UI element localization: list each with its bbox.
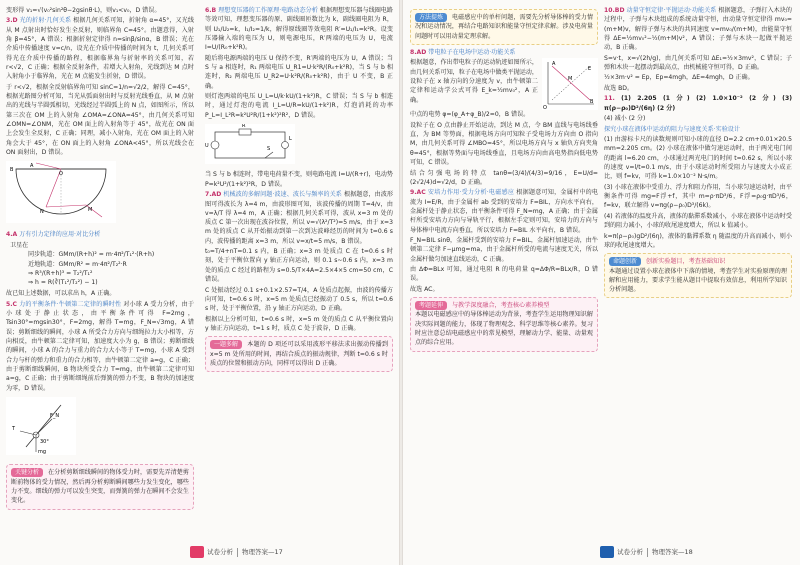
force-figure xyxy=(6,397,76,455)
question-11 xyxy=(604,94,792,113)
field-m: M xyxy=(568,76,573,83)
column-1 xyxy=(6,6,194,526)
q6-text-3: 则灯泡两端的电压 U_L=U/k·kU/(1+k²)R，C 错误；当 S 与 b 相连时，通过灯泡的电流 I_L=U/R=kU/(1+k²)R，灯泡消耗的功率 P_L=I_L²R=k²U²R/(1+k²)²R²，D 错误。 xyxy=(205,93,393,119)
column-2 xyxy=(205,6,393,526)
brand-logo-icon xyxy=(600,546,614,558)
q6-text-4: 当 S 与 b 相连时，带电电荷量不变，则电路电流 I=U/(R+r)，电动势 P=k²U²/(1+k²)²R，D 错误。 xyxy=(205,171,393,188)
method-text: 电磁感应中的单杆问题，需要先分析导体棒的受力情况和运动情况，再结合电路知识和能量守恒定律求解。涉及电荷量问题时可以用动量定理求解。 xyxy=(415,14,594,40)
q9-text-2: F_N=BIL sinθ，金属杆受到的安培力 F=BIL，金属杆加速运动，由牛顿第二定律 F−μmg=ma，由于金属杆所受的电流与速度无关，所以金属杆做匀加速直线运动，C 正确。 xyxy=(410,236,598,263)
q11-tag: 探究小球在液体中运动的阻力与速度关系·实验设计 xyxy=(604,125,740,133)
q9-tag: 安培力作用·受力分析·电磁感应 xyxy=(427,189,515,197)
label-o: O xyxy=(59,171,63,178)
q7-text-3: C 处振动经过 0.1 s+0.1×2.57=T/4，A 处质点起振，由波的传播方向可知，t=0.6 s 时，x=5 m 处质点已经振动了 0.5 s，所以 t=0.6 s 时，处于平衡位置，沿 y 轴正方向运动，D 正确。 xyxy=(205,286,393,313)
question-6 xyxy=(205,6,393,52)
field-e: E xyxy=(588,66,592,73)
q7-text-1: 根据题意，由波形图可得波长为 λ=4 m，由波形图可知，该波传播的周期 T=4/v，由 v=λ/T 得 λ=4 m，A 正确；根据几何关系可得，波从 x=3 m 处的质点 C 第一次出现在波谷位置，所以 v=√(λ²/T²)=5 m/s，由于 x=3 m 处的质点 C 从开始振动到第一次到达波峰经历的时间为 t=0.6 s 内，波传播的距离 x=3 m，所以 v=x/t=5 m/s，B 错误。 xyxy=(205,191,393,245)
multi-solution-text: 本题的 D 项还可以采用波形平移法求出振动传播到 x=5 m 处所用的时间，再结合质点的振动规律，判断 t=0.6 s 时质点的位置和振动方向，同样可以得出 D 正确。 xyxy=(210,341,388,367)
q10-text-2: S=v·t，x=√(2h/g)，由几何关系可知 ΔE₁=½×3mv²，C 错误；子弹和木块一起摆动到最高点，由机械能守恒可得，D 正确。 xyxy=(604,54,792,71)
text-p0: 变形得 v₁=√(v₀²sin²θ−2gsinθ·L)，则v₁<v₀，D 错误。 xyxy=(6,7,161,14)
footer-page-label: 物理答案—17 xyxy=(242,548,283,556)
q10-answer: 10.BD xyxy=(604,7,625,14)
label-mg: mg xyxy=(38,449,47,456)
method-panel xyxy=(410,9,598,45)
q4-conclusion: 故已知上述数据，可以求出 h，A 正确。 xyxy=(6,290,116,298)
q11-answers: (1) 2.205 (1 分) (2) 1.0×10⁻² (2 分) (3) π(ρ−ρ₀)D²/(6η) (2 分) xyxy=(604,95,792,112)
question-4 xyxy=(6,230,194,239)
q4-near-eq: GMm/R² = m·4π²/T₂²·R xyxy=(58,260,127,268)
q4-sync-label: 同步轨道： xyxy=(28,251,59,259)
q10-tag: 动量守恒定律·平抛运动·功能关系 xyxy=(626,7,717,14)
q3-text-2: 于 r<√2，根据全反射临界角可知 sinC=1/n=√2/2，解得 C=45°，根据光路图分析可知，当光从弧面射出时与反射光线垂直，从 M 点射出的光线与半圆弧相切，光线经过半圆弧上的 N 点，如图所示，所以第三次在 OM 上的入射角 ∠OMA=∠ONA=45°，由几何关系可知 ∠OMN=∠ONM，光在 OM 面上的入射角等于 45°，故光在 ON 面上会发生全反射，C 正确；同理，减小入射角，光在 OM 面上的入射角会大于 45°，在 ON 面上的入射角 ∠ONA<45°，所以光线会在 ON 面射出，D 错误。 xyxy=(6,83,194,156)
extension-text: 本题以电磁感应中的导体棒运动为背景，考查学生运用物理知识解决实际问题的能力，体现了物理观念、科学思维等核心素养。复习时应注意总结电磁感应中的常见模型，理解动力学、能量、动量观点的综合应用。 xyxy=(415,311,593,347)
extension-subtitle: 与教学深度融合，考查核心素养模型 xyxy=(451,302,550,310)
question-9 xyxy=(410,188,598,234)
q10-text-3: ½×3m·v² = Ep，Ep=4mgh，ΔE=4mgh，D 正确。 xyxy=(604,74,754,82)
footer-left xyxy=(190,545,310,559)
circuit-r: R xyxy=(242,124,246,130)
innovation-title: 命题创新 xyxy=(609,257,641,266)
circuit-l: L xyxy=(289,136,292,143)
q8-row xyxy=(410,58,598,110)
q7-text-4: 根据以上分析可知，t=0.6 s 时，x=5 m 处的质点 C 从平衡位置向 y 轴正方向运动，t=1 s 时，质点 C 处于波谷，D 正确。 xyxy=(205,315,393,332)
innovation-panel xyxy=(604,253,792,298)
q11-sub-answer: (4) 减小 (2 分) xyxy=(604,115,646,123)
q4-sync-eq: GMm/(R+h)² = m·4π²/T₁²·(R+h) xyxy=(58,251,155,259)
q3-text-1: 根据几何关系可知，折射角 α=45°，又光线从 M 点射出时恰好发生全反射，则临界角 C=45°。由题意得，入射角 β=45°，A 错误；根据折射定律得 n=sinβ/sinα，B 错误；光在介质中传播速度 v=c/n，设光在介质中传播的时间为 t，几何关系可得光在介质中传播的路程，根据临界角与折射率的关系可知，若 r<√2，C 正确；根据全反射条件，若增大入射角，光线到达 M 点时入射角小于临界角，光在 M 点能发生折射，D 错误。 xyxy=(6,17,194,81)
q3-answer: 3.D xyxy=(6,17,18,25)
q11-number: 11. xyxy=(604,95,615,103)
footer-separator xyxy=(647,548,648,557)
q5-tag: 力的平衡条件·牛顿第二定律的瞬时性 xyxy=(19,300,122,308)
q11-text-4: k=π(ρ−ρ₀)gD²/(6η)，液体的黏滞系数 η 随温度的升高而减小，则小球的收尾速度增大。 xyxy=(604,232,792,249)
multi-solution-panel xyxy=(205,336,393,372)
circuit-figure xyxy=(205,124,295,164)
question-10 xyxy=(604,6,792,52)
footer-right xyxy=(600,545,720,559)
field-a: A xyxy=(552,61,556,68)
question-5 xyxy=(6,300,194,393)
circuit-s: S xyxy=(267,146,271,153)
q8-answer: 8.AD xyxy=(410,48,427,56)
label-30: 30° xyxy=(40,439,49,446)
q4-derivation xyxy=(10,241,194,287)
q11-text-2: (3) 小球在液体中受重力、浮力和阻力作用，当小球匀速运动时，由平衡条件可得 mg=F浮+f，其中 m=ρ·πD³/6，F浮=ρ₀g·πD³/6，f=kv，联立解得 v=πg(ρ−ρ₀)D³/(6k)。 xyxy=(604,183,792,210)
optics-figure xyxy=(6,161,116,223)
q10-text-4: 故选 BD。 xyxy=(604,84,634,92)
column-4 xyxy=(604,6,792,526)
footer-brand: 试卷分析 xyxy=(617,548,643,556)
field-b: B xyxy=(590,99,594,106)
q5-answer: 5.C xyxy=(6,300,18,308)
extension-panel xyxy=(410,297,598,351)
q7-answer: 7.AD xyxy=(205,191,222,199)
q9-text-4: 故选 AC。 xyxy=(410,285,439,293)
innovation-subtitle: 创新实验题目，考查基础知识 xyxy=(645,258,726,266)
label-t: T xyxy=(12,426,16,433)
question-3 xyxy=(6,16,194,81)
label-m: M xyxy=(88,207,93,214)
q6-text-1: 根据理想变压器与线圈电路等效可知，理想变压器的原、副线圈匝数比为 k，副线圈电阻为 R，则 U₁/U₂=k，I₁/I₂=1/k，解得原线圈等效电阻 R′=U₁/I₁=k²R。设变压器输入端的电压为 U，则电源电压，R′两端的电压为 U，电流 I=U/(R₀+k²R)。 xyxy=(205,7,393,52)
q9-answer: 9.AC xyxy=(410,189,426,197)
q9-text-1: 根据题意可知，金属杆中的电流为 I=E/R，由于金属杆 ab 受到的安培力 F=BIL，方向水平向右，金属杆处于静止状态，由平衡条件可得 F_N=mg，A 正确；由于金属杆所受安培力方向与导轨平行，根据左手定则可知，安培力的方向与导体棒中电流方向垂直，所以安培力 F=BIL 水平向右，B 错误。 xyxy=(410,189,598,234)
label-b: B xyxy=(10,167,14,174)
footer-page-label: 物理答案—18 xyxy=(652,548,693,556)
multi-solution-title: 一题多解 xyxy=(210,340,242,349)
q11-text-1: (1) 由游标卡尺的读数规则可知小球的直径 D=2.2 cm+0.01×20.5 mm=2.205 cm。(2) 小球在液体中做匀速运动时，由于两光电门间的距离 l=6.20 cm，小球通过两光电门的时间 t=0.62 s，所以小球的速度 v=l/t=0.1 m/s，由于小球运动时所受阻力与速度大小成正比，则 f=kv，可得 k=1.0×10⁻² N·s/m。 xyxy=(604,136,792,181)
q6-answer: 6.B xyxy=(205,7,217,14)
q9-text-3: 由 ΔΦ=BLx 可知，通过电阻 R 的电荷量 q=ΔΦ/R=BLx/R，D 错误。 xyxy=(410,266,598,283)
q4-sat-label: 卫星在 xyxy=(10,241,29,249)
q8-tag: 带电粒子在电场中运动·功能关系 xyxy=(428,48,516,56)
column-3 xyxy=(410,6,598,526)
q8-text-4: 结合匀强电场的特点 tanθ=(3/4)/(4/3)=9/16，E=U/d=(2√2/4)d=√2/d，D 正确。 xyxy=(410,169,598,186)
footer-brand: 试卷分析 xyxy=(207,548,233,556)
key-analysis-text: 在分析剪断细线瞬间的物体受力时，需要先弄清楚剪断前物体的受力情况，然后再分析剪断瞬间哪些力发生变化，哪些力不变。细线的弹力可以发生突变，而弹簧的弹力在瞬间不会发生变化。 xyxy=(11,469,190,505)
label-fn: F_N xyxy=(50,413,60,420)
q6-text-2: 随后将电源两端的电压 U 保持不变，R′两端的电压为 U，A 错误；当 S 与 a 相连时，R₁ 两端电压 U_R1=U·k²R/(R₀+k²R)，当 S 与 b 相连时，R₂ 两端电压 U_R2=U·k²R/(R₀+k²R)，由于 U 不变，B 正确。 xyxy=(205,54,393,90)
question-7 xyxy=(205,190,393,246)
q5-text-1: 对小球 A 受力分析，由于小球处于静止状态，由平衡条件可得 F=2mg，Tsin30°=mgsin30°，F=2mg，解得 T=mg，F_N=√3mg，A 错误；剪断细线的瞬间，小球 A 所受合力方向与细绳拉力大小相等，方向相反，由牛顿第二定律可知，加速度大小为 g，B 错误；剪断细线的瞬间，小球 A 的合力与重力的合力大小等于 T=mg，小球 A 受到合力与杆的弹力和重力的合力相等，由牛顿第二定律 a=g，C 正确；由于剪断细线瞬间，B 物块所受合力 T=mg，由牛顿第二定律可知 a=g，C 正确；由于剪断细绳前后弹簧的弹力不变，B 物块的加速度为零，D 错误。 xyxy=(6,300,194,392)
circuit-u: U xyxy=(205,143,209,150)
q6-tag: 理想变压器的工作原理·电路动态分析 xyxy=(218,7,318,14)
q4-answer: 4.A xyxy=(6,230,18,238)
label-n: N xyxy=(40,209,44,216)
brand-logo-icon xyxy=(190,546,204,558)
key-analysis-title: 关键分析 xyxy=(11,468,43,477)
question-8 xyxy=(410,48,598,57)
q4-near-label: 近地轨道： xyxy=(28,260,59,268)
q8-text-2: 中点的电势 φ=(φ_A+φ_B)/2=0，B 错误。 xyxy=(410,111,530,119)
key-analysis-panel xyxy=(6,464,194,509)
q8-text-3: 设粒子在 O 点由静止开始运动，到达 M 点，令 BM 直线与电场线垂直，为 BM 等势面，根据电场方向可知粒子受电场力方向由 O 指向 M，由几何关系可得 ∠MBO=45°，所以电场方向与 x 轴负方向夹角 θ=45°，根据等势面与电场线垂直，且电场方向由高电势指向低电势可知，C 错误。 xyxy=(410,121,598,167)
q11-tag-line xyxy=(604,125,792,134)
field-figure xyxy=(542,58,598,110)
q11-text-3: (4) 若液体的温度升高，液体的黏滞系数减小，小球在液体中运动时受到的阻力减小，小球的收尾速度增大，所以 k 值减小。 xyxy=(604,212,792,230)
q4-result-2: ⇒ h = R(∛(T₁²/T₂²) − 1) xyxy=(28,279,98,287)
q3-tag: 光的折射·几何关系 xyxy=(19,17,72,25)
q7-text-2: t₀=T/4+nT=0.1 s 内，B 正确；x=3 m 处质点 C 在 t=0.6 s 时刻，处于平衡位置向 y 轴正方向运动，则 0.1 s~0.6 s 内，x=3 m 处的质点 C 经过的路程为 s=0.5/T×4A=2.5×4×5 cm=50 cm，C 错误。 xyxy=(205,248,393,284)
footer-separator xyxy=(237,548,238,557)
q7-tag: 机械波的多解问题·波速、波长与频率的关系 xyxy=(223,191,342,199)
q10-text-1: 根据题意，子弹打入木块的过程中，子弹与木块组成的系统动量守恒，由动量守恒定律得 mv₀=(m+M)v，解得子弹与木块的共同速度 v=mv₀/(m+M)，由能量守恒得 ΔE=½mv₀²−½(m+M)v²，A 错误；子弹与木块一起做平抛运动，B 正确。 xyxy=(604,7,792,52)
innovation-text: 本题通过设置小球在液体中下落的情境，考查学生对实验原理的理解和应用能力，要求学生能从题目中提取有效信息，利用所学知识分析问题。 xyxy=(609,267,787,294)
q4-tag: 万有引力定律的应用·对比分析 xyxy=(19,230,101,238)
q4-result-1: ⇒ R³/(R+h)³ = T₂²/T₁² xyxy=(28,269,93,277)
method-title: 方法提炼 xyxy=(415,13,447,22)
field-o: O xyxy=(543,105,547,111)
q8-text-1: 根据题意，作出带电粒子的运动轨迹如图所示，由几何关系可知，粒子在电场中做类平抛运动，设粒子在 x 轴方向的分速度为 v，由牛顿第二定律和运动学公式可得 E_k=½mv₀²，A 正确。 xyxy=(410,59,538,104)
extension-title: 考题延伸 xyxy=(415,301,447,310)
label-a: A xyxy=(30,163,34,170)
